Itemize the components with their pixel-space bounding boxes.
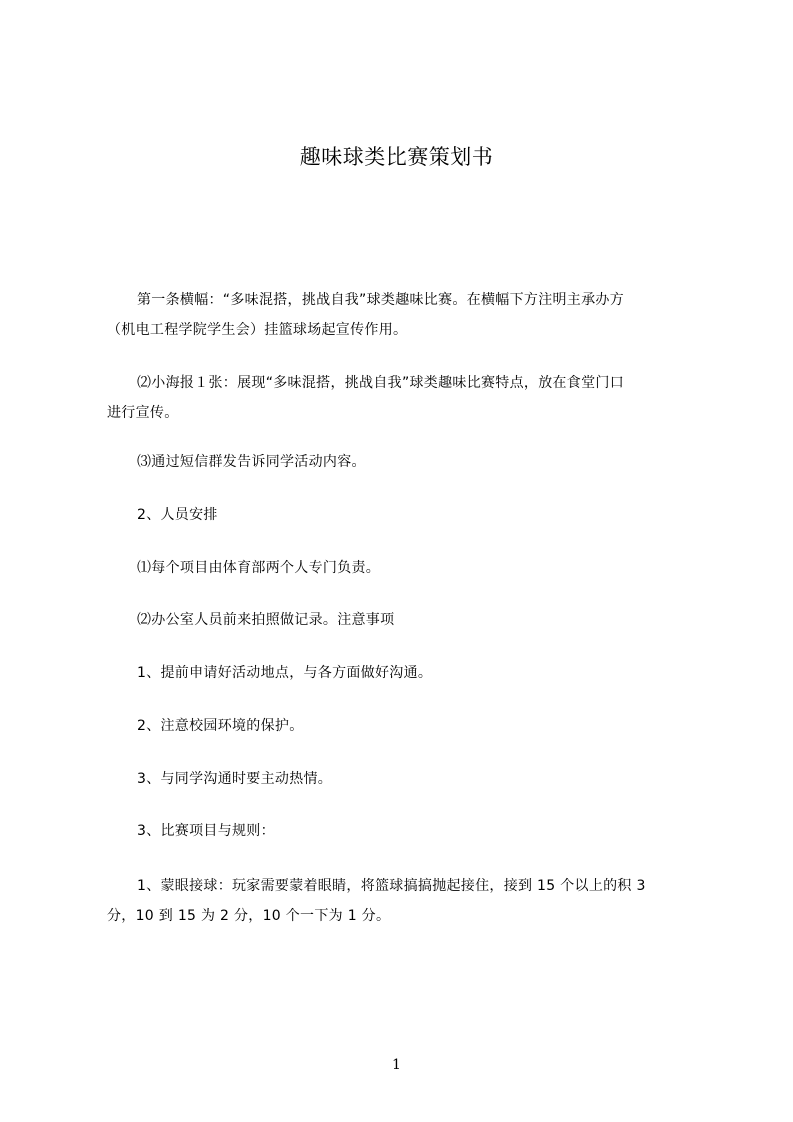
page-number: 1 <box>392 1057 401 1073</box>
document-title: 趣味球类比赛策划书 <box>299 145 494 169</box>
paragraph-line: 1、提前申请好活动地点，与各方面做好沟通。 <box>137 665 433 681</box>
paragraph-line: 进行宣传。 <box>107 405 179 421</box>
paragraph-banner <box>107 285 707 345</box>
paragraph-note-2 <box>107 711 707 741</box>
paragraph-line: ⑶通过短信群发告诉同学活动内容。 <box>137 454 366 470</box>
paragraph-sms <box>107 447 707 477</box>
paragraph-note-3 <box>107 764 707 794</box>
paragraph-line: 3、与同学沟通时要主动热情。 <box>137 771 333 787</box>
paragraph-line: 2、注意校园环境的保护。 <box>137 718 304 734</box>
paragraph-blindfold-catch <box>107 871 707 931</box>
paragraph-line: 1、蒙眼接球：玩家需要蒙着眼睛，将篮球搞搞抛起接住，接到 15 个以上的积 3 <box>137 878 646 894</box>
paragraph-line: 3、比赛项目与规则： <box>137 823 275 839</box>
section-heading-rules <box>107 816 707 846</box>
paragraph-line: 2、人员安排 <box>137 507 218 523</box>
paragraph-line: 第一条横幅：“多味混搭，挑战自我”球类趣味比赛。在横幅下方注明主承办方 <box>137 292 625 308</box>
paragraph-line: 分，10 到 15 为 2 分，10 个一下为 1 分。 <box>107 908 391 924</box>
paragraph-line: ⑵小海报１张：展现“多味混搭，挑战自我”球类趣味比赛特点，放在食堂门口 <box>137 375 625 391</box>
paragraph-office-staff <box>107 605 707 635</box>
paragraph-line: ⑵办公室人员前来拍照做记录。注意事项 <box>137 612 395 628</box>
paragraph-sports-dept <box>107 553 707 583</box>
paragraph-note-1 <box>107 658 707 688</box>
paragraph-line: （机电工程学院学生会）挂篮球场起宣传作用。 <box>107 322 408 338</box>
paragraph-poster <box>107 368 707 428</box>
paragraph-line: ⑴每个项目由体育部两个人专门负责。 <box>137 560 381 576</box>
section-heading-staffing <box>107 500 707 530</box>
